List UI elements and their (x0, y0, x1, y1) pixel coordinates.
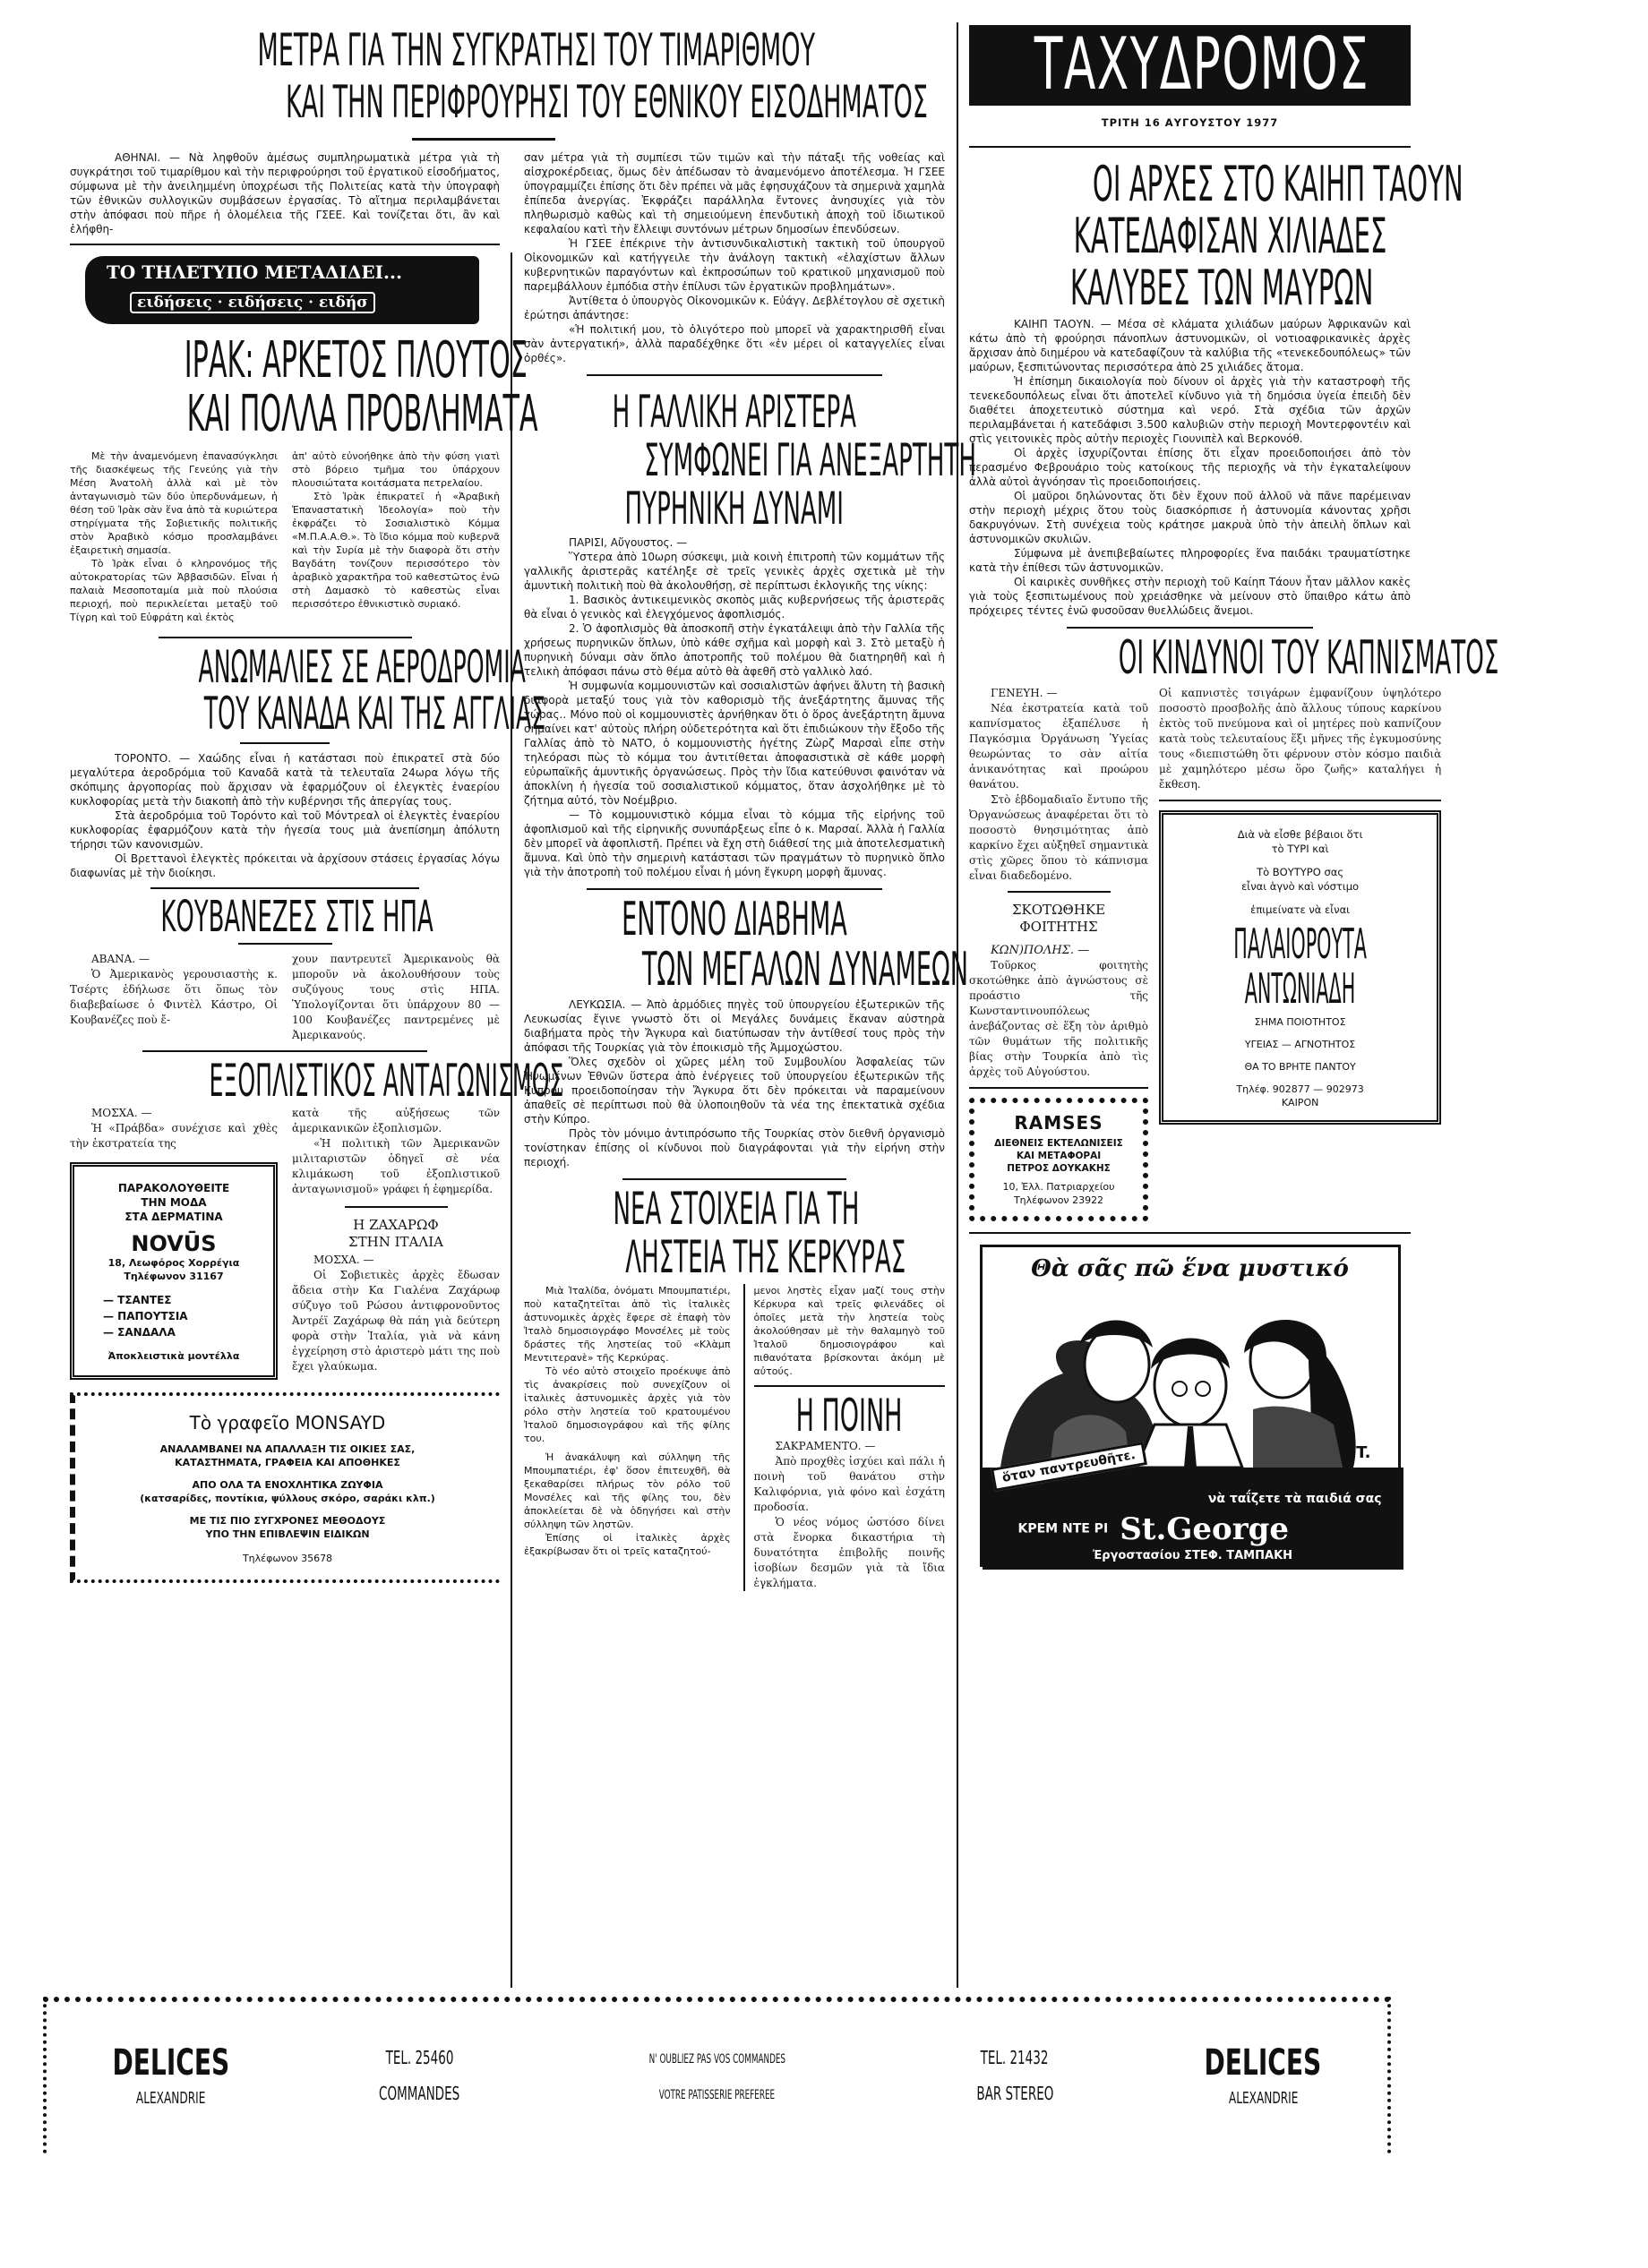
headline-penalty-text: Η ΠΟΙΝΗ (795, 1390, 903, 1442)
headline-france-line2 (524, 434, 976, 486)
cheese-line6: ΣΗΜΑ ΠΟΙΟΤΗΤΟΣ (1254, 1016, 1346, 1028)
corfu-col1-p1: Μιὰ Ἰταλίδα, ὀνόματι Μπουμπατιέρι, ποὺ καταζητεῖται ἀπὸ τὶς ἰταλικὲς ἀστυνομικὲς ἀρχὲς ἔφερε σὲ ἐπαφὴ τὸν Ἰταλὸ δημοσιογράφο Μονσέλες μὲ τοὺς δράστες τῆς ληστείας τοῦ «Κλὰμπ Μεντιτερανὲ» τῆς Κερκύρας. (524, 1285, 731, 1364)
capetown-p2: Ἡ ἐπίσημη δικαιολογία ποὺ δίνουν οἱ ἀρχὲς γιὰ τὴν καταστροφὴ τῆς τενεκεδουπόλεως εἶναι ὅτι ἀποτελεῖ κίνδυνο γιὰ τὴ δημόσια ὑγεία ἐπειδὴ δὲν διαθέτει ἀποχετευτικὸ σύστημα καὶ νερό. Στὰ σχέδια τῶν ἀρχῶν περιλαμβάνεται ἡ κατεδάφισι 3.500 καλυβιῶν στὴν περιοχὴ Μοντερφοντέιν καὶ στὶς γειτονικὲς πρὸς αὐτὴν περιοχὲς Γιουνιπὲλ καὶ Βερκονόθ. (969, 375, 1411, 445)
headline-canada-line2 (70, 688, 546, 740)
novus-item: — ΣΑΝΔΑΛΑ (103, 1326, 176, 1339)
france-p1: Ὕστερα ἀπὸ 10ωρη σύσκεψι, μιὰ κοινὴ ἐπιτροπὴ τῶν κομμάτων τῆς γαλλικῆς ἀριστερᾶς κατέληξε σὲ τρεῖς γενικὲς ἀρχὲς σχετικὰ μὲ τὴν ἀμυντικὴ πολιτικὴ ποὺ θὰ ἀκολουθήσῃ, σὲ περίπτωσι ἐκλογικῆς της νίκης: (524, 551, 945, 592)
column-divider (511, 252, 512, 1988)
smoking-col2: Οἱ καπνιστὲς τσιγάρων ἐμφανίζουν ὑψηλότερο ποσοστὸ προσβολῆς ἀπὸ ἄλλους τύπους καρκίνου ἐκτὸς τοῦ πνεύμονα καὶ οἱ μητέρες ποὺ καπνίζουν κατὰ τοὺς τελευταίους ἕξι μῆνες τῆς ἐγκυμοσύνης τους «διεπιστώθη ὅτι φέρνουν στὸν κόσμο παιδιὰ μὲ χαμηλότερο μέσω ὅρο ζωῆς» καταλήγει ἡ ἔκθεση. (1159, 687, 1442, 791)
canada-p1: ΤΟΡΟΝΤΟ. — Χαώδης εἶναι ἡ κατάστασι ποὺ ἐπικρατεῖ στὰ δύο μεγαλύτερα ἀεροδρόμια τοῦ Καναδᾶ κατὰ τὰ τελευταῖα 24ωρα λόγω τῆς σκόπιμης ἀργοπορίας ποὺ ἄρχισαν νὰ ἐφαρμόζουν οἱ ἐλεγκτὲς ἐναερίου κυκλοφορίας μετὰ τὴν διακοπὴ ἀπὸ τὴν κυβέρνησι τῆς ἀπεργίας τους. (70, 752, 500, 808)
headline-france-line2-text: ΣΥΜΦΩΝΕΙ ΓΙΑ ΑΝΕΞΑΡΤΗΤΗ (644, 434, 976, 486)
headline-arms (70, 1055, 564, 1107)
headline-capetown-line3 (969, 260, 1411, 317)
delices-slogan-1: N' OUBLIEZ PAS VOS COMMANDES (648, 2051, 785, 2067)
delices-commandes: COMMANDES (378, 2082, 460, 2104)
novus-phone: Τηλέφωνον 31167 (124, 1271, 224, 1282)
divider (587, 888, 882, 890)
novus-item: — ΠΑΠΟΥΤΣΙΑ (103, 1310, 188, 1322)
cheese-line4: εἶναι ἁγνὸ καὶ νόστιμο (1241, 880, 1360, 893)
delices-block-tel-right (930, 2046, 1100, 2108)
divider (969, 1087, 1148, 1089)
headline-canada-line1-text: ΑΝΩΜΑΛΙΕΣ ΣΕ ΑΕΡΟΔΡΟΜΙΑ (198, 641, 526, 693)
zakharov-body: Οἱ Σοβιετικὲς ἀρχὲς ἔδωσαν ἄδεια στὴν Κα Γιαλένα Ζαχάρωφ σύζυγο τοῦ Ρώσου ἀντιφρονοῦντος Ἀντρέϊ Ζαχάρωφ θὰ πάη γιὰ δεύτερη φορὰ στὴν Ἰταλία, γιὰ νὰ κάνη ἐγχείρηση στὸ ἀριστερὸ μάτι της ποὺ ἔχει γλαύκωμα. (292, 1269, 500, 1373)
iraq-col2-wrap (292, 449, 500, 624)
ramses-line3: ΠΕΤΡΟΣ ΔΟΥΚΑΚΗΣ (1007, 1163, 1111, 1174)
divider (754, 1385, 945, 1387)
delices-tel-right: TEL. 21432 (980, 2046, 1049, 2068)
france-dateline: ΠΑΡΙΣΙ, Αὔγουστος. — (569, 536, 688, 549)
divider (150, 887, 419, 889)
prices-col2-p3: Ἀντίθετα ὁ ὑπουργὸς Οἰκονομικῶν κ. Εὐάγγ. Δεβλέτογλου σὲ σχετικὴ ἐρώτησι ἀπάντησε: (524, 295, 945, 321)
iraq-col1-p2: Τὸ Ἰρὰκ εἶναι ὁ κληρονόμος τῆς αὐτοκρατορίας τῶν Ἀββασιδῶν. Εἶναι ἡ παλαιὰ Μεσοποταμία μιὰ ποὺ πλούσια περιοχή, ποὺ περικλείεται μεταξὺ τοῦ Τίγρη καὶ τοῦ Εὐφράτη καὶ ἐκτὸς (70, 558, 278, 623)
headline-canada-line2-text: ΤΟΥ ΚΑΝΑΔΑ ΚΑΙ ΤΗΣ ΑΓΓΛΙΑΣ (203, 688, 546, 740)
divider (412, 138, 555, 141)
prices-col2-p1: σαν μέτρα γιὰ τὴ συμπίεσι τῶν τιμῶν καὶ τὴν πάταξι τῆς νοθείας καὶ αἰσχροκέρδειας, ὅμως δὲν ἀπέδωσαν τὸ ἀναμενόμενο ἀποτέλεσμα. Ἡ ΓΣΕΕ ὑπογραμμίζει ἐπίσης ὅτι δὲν πρέπει νὰ μᾶς ἐφησυχάζουν τὰ σημερινὰ χαμηλὰ ἐπίπεδα ἀνεργίας. Ἐκφράζει παράλληλα ἔντονες ἀνησυχίες γιὰ τὸν πληθωρισμὸ καθὼς καὶ τὴ σημειούμενη ἐπενδυτικὴ ἀποχὴ τοῦ ἰδιωτικοῦ κεφαλαίου κατὶ τὴν ἔλλειψι συντόνων μέτρων δημοσίων ἐπενδύσεων. (524, 151, 945, 235)
headline-powers-line1-text: ΕΝΤΟΝΟ ΔΙΑΒΗΜΑ (622, 893, 847, 946)
corfu-col1-p2: Τὸ νέο αὐτὸ στοιχεῖο προέκυψε ἀπὸ τὶς ἀνακρίσεις ποὺ συνεχίζουν οἱ ἰταλικὲς ἀστυνομικὲς ἀρχὲς γιὰ τὸν ρόλο στὴν ληστεία τοῦ κρατουμένου Ἰταλοῦ δημοσιογράφου καὶ τῆς φίλης του. (524, 1365, 731, 1444)
corfu-columns (524, 1284, 945, 1591)
smoking-col1-p2: Στὸ ἑβδομαδιαῖο ἔντυπο τῆς Ὀργανώσεως ἀναφέρεται ὅτι τὸ ποσοστὸ θνησιμότητας ἀπὸ καρκίνο ἔχει αὐξηθεῖ σημαντικὰ στὶς χῶρες ὅπου τὸ κάπνισμα εἶναι διαδεδομένο. (969, 793, 1148, 882)
cheese-brand-1-wrap (1167, 922, 1433, 967)
headline-powers-line2 (524, 943, 969, 997)
novus-item: — ΤΣΑΝΤΕΣ (103, 1294, 172, 1306)
headline-powers-line2-text: ΤΩΝ ΜΕΓΑΛΩΝ ΔΥΝΑΜΕΩΝ (641, 943, 969, 997)
ad-delices (43, 1997, 1391, 2153)
stgeorge-prefix: ΚΡΕΜ ΝΤΕ ΡΙ (1017, 1521, 1109, 1536)
arms-col1-wrap (70, 1106, 278, 1380)
illustration-figures (983, 1288, 1403, 1468)
masthead-title-wrap (969, 22, 1411, 106)
headline-smoking (969, 631, 1499, 686)
smoking-col2-wrap (1159, 686, 1441, 1221)
iraq-col2: ἀπ' αὐτὸ εὐνοήθηκε ἀπὸ τὴν φύση γιατὶ στὸ βόρειο τμῆμα του ὑπάρχουν πλουσιώτατα κοιτάσματα πετρελαίου. (292, 450, 500, 489)
france-p4: Ἡ συμφωνία κομμουνιστῶν καὶ σοσιαλιστῶν ἀφήνει ἄλυτη τὴ βασικὴ διαφορὰ μεταξύ τους γιὰ τὸν καθορισμὸ τῆς ἀνεξάρτητης ἄμυνας τῆς χώρας.. Μόνο ποὺ οἱ κομμουνιστὲς ἀρνήθηκαν ὅτι ὁ ὅρος ἀνεξάρτητη ἄμυνα σημαίνει κατ' αὐτοὺς πλήρη οὐδετερότητα καὶ ὅτι ἐπιδιώκουν τὴν ἔξοδο τῆς Γαλλίας ἀπὸ τὸ ΝΑΤΟ, ὁ κομμουνιστὴς ἡγέτης Ζὼρζ Μαρσαὶ εἶπε στὴν τηλεόρασι πὼς τὸ κόμμα του ἀντιτίθεται ἀποφασιστικὰ σὲ κάθε μορφὴ εὐρωπαϊκῆς ἀμυντικῆς ὀργανώσεως. Πρὸς τὴν ἴδια κατεύθυνσι φαινόταν νὰ ἀποκλίνη ἡ ἡγεσία τοῦ σοσιαλιστικοῦ κόμματος, ὅταν ἀσχολήθηκε μὲ τὸ ζήτημα αὐτό, τὸν Νοέμβριο. (524, 680, 945, 807)
stgeorge-line1: νὰ ταΐζετε τὰ παιδιά σας (1207, 1492, 1382, 1506)
arms-col2-p2: «Ἡ πολιτικὴ τῶν Ἀμερικανῶν μιλιταριστῶν ὁδηγεῖ σὲ νέα κλιμάκωση τοῦ ἐξοπλιστικοῦ ἀνταγωνισμοῦ» γράφει ἡ ἐφημερίδα. (292, 1137, 500, 1195)
corfu-col1-p4: Ἐπίσης οἱ ἰταλικὲς ἀρχὲς ἐξακρίβωσαν ὅτι οἱ τρεῖς καταζητού- (524, 1532, 731, 1557)
monsayd-line2: ΚΑΤΑΣΤΗΜΑΤΑ, ΓΡΑΦΕΙΑ ΚΑΙ ΑΠΟΘΗΚΕΣ (175, 1457, 400, 1468)
headline-prices-line1 (72, 24, 949, 77)
divider (1159, 800, 1441, 801)
novus-line3: ΣΤΑ ΔΕΡΜΑΤΙΝΑ (124, 1211, 223, 1223)
powers-p1: ΛΕΥΚΩΣΙΑ. — Ἀπὸ ἁρμόδιες πηγὲς τοῦ ὑπουργείου ἐξωτερικῶν τῆς Λευκωσίας ἔγινε γνωστὸ ὅτι οἱ Μεγάλες δυνάμεις ἔκαναν αὐστηρὰ διαβήματα πρὸς τὴν Ἄγκυρα καὶ διατύπωσαν τὴν ἀντίθεσί τους πρὸς τὴν ἀπόφασι τῆς Τουρκίας γιὰ τὸν ἐποικισμὸ τῆς Ἀμμοχώστου. (524, 998, 945, 1054)
cheese-line1: Διὰ νὰ εἶσθε βέβαιοι ὅτι (1237, 828, 1363, 841)
novus-address: 18, Λεωφόρος Χορρέγια (107, 1257, 240, 1269)
novus-line2: ΤΗΝ ΜΟΔΑ (141, 1196, 207, 1209)
headline-capetown-line1 (969, 156, 1463, 212)
arms-col2-wrap (292, 1106, 500, 1380)
ad-ramses (969, 1098, 1148, 1221)
headline-zakharov-line2: ΣΤΗΝ ΙΤΑΛΙΑ (348, 1234, 443, 1250)
delices-slogan-2: VOTRE PATISSERIE PREFEREE (658, 2087, 776, 2102)
stgeorge-factory: Ἐργοστασίου ΣΤΕΦ. ΤΑΜΠΑΚΗ (1092, 1549, 1293, 1562)
novus-brand: NOVŪS (131, 1231, 217, 1256)
delices-city-left: ALEXANDRIE (135, 2088, 206, 2108)
ramses-address: 10, Ἐλλ. Πατριαρχείου (1002, 1181, 1115, 1193)
headline-smoking-text: ΟΙ ΚΙΝΔΥΝΟΙ ΤΟΥ ΚΑΠΝΙΣΜΑΤΟΣ (1118, 631, 1499, 685)
arms-col1: Ἡ «Πράβδα» συνέχισε καὶ χθὲς τὴν ἐκστρατεία της (70, 1122, 278, 1150)
canada-p2: Στὰ ἀεροδρόμια τοῦ Τορόντο καὶ τοῦ Μόντρεαλ οἱ ἐλεγκτὲς ἐναερίου κυκλοφορίας ἐφαρμόζουν κατὰ τὴν ἡγεσία τους μιὰ ἀνεπίσημη ἀπόλυτη τήρησι τῶν κανονισμῶν. (70, 809, 500, 851)
headline-penalty (754, 1390, 945, 1442)
delices-block-tel-left (334, 2046, 504, 2108)
delices-block-left (86, 2041, 256, 2112)
teletype-banner (85, 256, 479, 324)
headline-student-line1: ΣΚΟΤΩΘΗΚΕ (1011, 902, 1106, 918)
monsayd-phone: Τηλέφωνον 35678 (242, 1553, 333, 1564)
headline-corfu-line2-text: ΛΗΣΤΕΙΑ ΤΗΣ ΚΕΡΚΥΡΑΣ (625, 1231, 906, 1283)
divider (1008, 891, 1111, 893)
iraq-col1-wrap (70, 449, 278, 624)
headline-france-line3-text: ΠΥΡΗΝΙΚΗ ΔΥΝΑΜΙ (624, 483, 845, 535)
monsayd-line5: ΜΕ ΤΙΣ ΠΙΟ ΣΥΓΧΡΟΝΕΣ ΜΕΘΟΔΟΥΣ (189, 1515, 386, 1527)
cheese-line2: τὸ ΤΥΡΙ καὶ (1271, 843, 1329, 855)
prices-col1: ΑΘΗΝΑΙ. — Νὰ ληφθοῦν ἀμέσως συμπληρωματικὰ μέτρα γιὰ τὴ συγκράτησι τοῦ τιμαρίθμου καὶ τὴν περιφρούρησι τοῦ ἐργατικοῦ εἰσοδήματος, σύμφωνα μὲ τὴν ἀνειλημμένη ὑποχρέωσι τῆς Πολιτείας κατὰ τὴν ὑπογραφὴ τῶν ἐθνικῶν συλλογικῶν συμβάσεων ἐργασίας. Τὸ αἴτημα περιλαμβάνεται στὴν ἀπόφασι ποὺ πῆρε ἡ ὁλομέλεια τῆς ΓΣΕΕ. Καὶ τονίζεται ὅτι, ἂν καὶ ἐλήφθη- (70, 151, 500, 235)
delices-brand-left: DELICES (112, 2041, 230, 2084)
monsayd-title: Τὸ γραφεῖο MONSAYD (189, 1412, 386, 1434)
headline-capetown-line3-text: ΚΑΛΥΒΕΣ ΤΩΝ ΜΑΥΡΩΝ (1069, 260, 1374, 316)
delices-bar: BAR STEREO (975, 2082, 1053, 2104)
cuba-col2-wrap (292, 952, 500, 1043)
divider (159, 637, 412, 638)
ad-monsayd (70, 1392, 500, 1583)
headline-corfu-line1-text: ΝΕΑ ΣΤΟΙΧΕΙΑ ΓΙΑ ΤΗ (613, 1183, 860, 1235)
capetown-p3: Οἱ ἀρχὲς ἰσχυρίζονται ἐπίσης ὅτι εἶχαν προειδοποιήσει ἀπὸ τὸν περασμένο Φεβρουάριο τοὺς κατοίκους τῆς περιοχῆς νὰ τὴν ἐγκαταλείψουν ἀλλὰ αὐτοὶ ἀγνόησαν τὶς προειδοποιήσεις. (969, 447, 1411, 488)
cheese-line8: ΘΑ ΤΟ ΒΡΗΤΕ ΠΑΝΤΟΥ (1244, 1061, 1356, 1073)
headline-france-line1 (524, 386, 945, 438)
right-column-flow (969, 156, 1499, 1567)
iraq-col1: Μὲ τὴν ἀναμενόμενη ἐπανασύγκλησι τῆς διασκέψεως τῆς Γενεύης γιὰ τὴν Μέση Ἀνατολὴ ἀλλὰ καὶ μὲ τὸν ἀνταγωνισμὸ τῶν δύο ὑπερδυνάμεων, ἡ θέση τοῦ Ἰρὰκ σὰν ἕνα ἀπὸ τὰ κυριώτερα στηρίγματα τῆς Σοβιετικῆς πολιτικῆς στὸν Ἀραβικὸ κόσμο προσλαμβάνει ἐξαιρετικὴ σημασία. (70, 450, 278, 556)
powers-p3: Πρὸς τὸν μόνιμο ἀντιπρόσωπο τῆς Τουρκίας στὸν διεθνῆ ὀργανισμὸ τονίστηκαν ἐπίσης οἱ κίνδυνοι ποὺ διαγράφονται γιὰ τὴν εἰρήνη στὴν περιοχή. (524, 1127, 945, 1168)
divider (622, 1178, 846, 1180)
penalty-p2: Ὁ νέος νόμος ὡστόσο δίνει στὰ ἔνορκα δικαστήρια τὴ δυνατότητα ἐπιβολῆς ποινῆς ἰσοβίων δεσμῶν γιὰ τὰ ἴδια ἐγκλήματα. (753, 1516, 945, 1589)
corfu-col1-wrap (524, 1284, 731, 1591)
divider (587, 374, 882, 376)
cheese-city: ΚΑΙΡΟΝ (1281, 1097, 1319, 1108)
divider (1067, 627, 1313, 629)
capetown-p6: Οἱ καιρικὲς συνθῆκες στὴν περιοχὴ τοῦ Καίηπ Τάουν ἦταν μᾶλλον κακὲς γιὰ τοὺς ξεσπιτωμένους ποὺ χρειάσθηκε νὰ μείνουν στὸ ὕπαιθρο κάτω ἀπὸ πρόχειρες τέντες ἐνῶ φυσοῦσαν θυελλώδεις ἄνεμοι. (969, 576, 1411, 617)
cheese-brand-2-wrap (1167, 964, 1433, 1013)
cheese-line5: ἐπιμείνατε νὰ εἶναι (1250, 903, 1351, 916)
stgeorge-brand: St.George (1120, 1511, 1290, 1547)
novus-line1: ΠΑΡΑΚΟΛΟΥΘΕΙΤΕ (117, 1182, 230, 1194)
smoking-col1-p1: Νέα ἐκστρατεία κατὰ τοῦ καπνίσματος ἐξαπέλυσε ἡ Παγκόσμια Ὀργάνωση Ὑγείας θεωρώντας το σὰν αἰτία ἀνικανότητας καὶ προώρου θανάτου. (969, 702, 1148, 791)
ramses-phone: Τηλέφωνον 23922 (1013, 1194, 1104, 1206)
headline-powers-line1 (524, 895, 945, 946)
teletype-line2: ειδήσεις · ειδήσεις · ειδήσ (130, 292, 375, 313)
delices-brand-right: DELICES (1204, 2041, 1322, 2084)
arms-columns (70, 1106, 500, 1380)
headline-corfu-line2 (524, 1231, 945, 1284)
headline-canada-line1 (70, 641, 526, 693)
divider (70, 244, 500, 245)
headline-cuba-text: ΚΟΥΒΑΝΕΖΕΣ ΣΤΙΣ ΗΠΑ (160, 892, 433, 942)
powers-p2: Ὅλες σχεδὸν οἱ χῶρες μέλη τοῦ Συμβουλίου Ἀσφαλείας τῶν Ἡνωμένων Ἐθνῶν ὕστερα ἀπὸ ἐνέργειες τοῦ ὑπουργείου ἐξωτερικῶν τῆς Κύπρου προειδοποίησαν τὴν Ἄγκυρα ὅτι δὲν πρόκειται νὰ παραμείνουν ἀπαθεῖς σὲ περίπτωσι ποὺ θὰ ὑλοποιηθοῦν τὰ νέα της ἐπεκτατικὰ σχέδια στὴν Κύπρο. (524, 1056, 945, 1125)
monsayd-line4: (κατσαρίδες, ποντίκια, ψύλλους σκόρο, σαράκι κλπ.) (140, 1493, 435, 1504)
delices-block-slogan (582, 2051, 851, 2105)
france-p5: — Τὸ κομμουνιστικὸ κόμμα εἶναι τὸ κόμμα τῆς εἰρήνης τοῦ ἀφοπλισμοῦ καὶ τῆς εἰρηνικῆς συνυπάρξεως εἶπε ὁ κ. Μαρσαί. Ἀλλὰ ἡ Γαλλία δὲν μπορεῖ νὰ ἀφοπλιστῆ. Πρέπει νὰ ἔχη στὴ διάθεσί της μιὰ ἀποτελεσματικὴ ἄμυνα. Καὶ ὑπὸ τὴν σημερινὴ κατάστασι τῶν πραγμάτων τὸ πυρηνικὸ ὅπλο γιὰ τὴν ἀποτροπὴ τοῦ πολέμου εἶναι ἡ μόνη ἔγκυρη μορφὴ ἄμυνας. (524, 809, 945, 878)
headline-iraq-line2-text: ΚΑΙ ΠΟΛΛΑ ΠΡΟΒΛΗΜΑΤΑ (186, 385, 538, 443)
arms-col2-p1: κατὰ τῆς αὐξήσεως τῶν ἀμερικανικῶν ἐξοπλισμῶν. (292, 1107, 500, 1134)
novus-tagline: Ἀποκλειστικὰ μοντέλλα (107, 1350, 240, 1362)
divider (969, 146, 1411, 148)
corfu-col1-p3: Ἡ ἀνακάλυψη καὶ σύλληψη τῆς Μπουμπατιέρι, ἐφ' ὅσον ἐπιτευχθῆ, θὰ ξεκαθαρίσει πλήρως τὸν ρόλο τοῦ Μονσέλες καὶ τῆς φίλης του, δὲν ἀποκλείεται δὲ νὰ ὁδηγήσει καὶ στὴν σύλληψη τῶν ληστῶν. (524, 1451, 731, 1530)
cheese-phone: Τηλέφ. 902877 — 902973 (1236, 1083, 1364, 1095)
novus-items (80, 1292, 268, 1340)
headline-zakharov-line1: Η ΖΑΧΑΡΩΦ (353, 1217, 439, 1233)
cuba-col2: χουν παντρευτεῖ Ἀμερικανοὺς θὰ μποροῦν νὰ ἀκολουθήσουν τοὺς συζύγους τους στὶς ΗΠΑ. Ὑπολογίζονται ὅτι ὑπάρχουν 80 — 100 Κουβανέζες παντρεμένες μὲ Ἀμερικανούς. (292, 953, 500, 1041)
ramses-line1: ΔΙΕΘΝΕΙΣ ΕΚΤΕΛΩΝΙΣΕΙΣ (994, 1138, 1123, 1149)
delices-tel-left: TEL. 25460 (385, 2046, 453, 2068)
capetown-p5: Σύμφωνα μὲ ἀνεπιβεβαίωτες πληροφορίες ἕνα παιδάκι τραυματίστηκε κατὰ τὴν ἐπίθεσι τῶν ἀστυνομικῶν. (969, 547, 1411, 574)
headline-arms-text: ΕΞΟΠΛΙΣΤΙΚΟΣ ΑΝΤΑΓΩΝΙΣΜΟΣ (209, 1055, 564, 1107)
headline-iraq-line1-text: ΙΡΑΚ: ΑΡΚΕΤΟΣ ΠΛΟΥΤΟΣ (184, 331, 528, 389)
ad-stgeorge (980, 1245, 1401, 1567)
zakharov-dateline: ΜΟΣΧΑ. — (313, 1254, 374, 1266)
teletype-line1: ΤΟ ΤΗΛΕΤΥΠΟ ΜΕΤΑΔΙΔΕΙ... (107, 261, 402, 283)
headline-france-line3 (524, 485, 945, 535)
column-divider (957, 22, 958, 1988)
headline-iraq-line1 (70, 331, 528, 389)
divider (142, 1050, 427, 1052)
headline-prices-line2-text: ΚΑΙ ΤΗΝ ΠΕΡΙΦΡΟΥΡΗΣΙ ΤΟΥ ΕΘΝΙΚΟΥ ΕΙΣΟΔΗΜΑΤΟΣ (285, 76, 928, 128)
middle-column-flow (524, 386, 976, 1591)
prices-col2-p4: «Ἡ πολιτική μου, τὸ ὀλιγότερο ποὺ μπορεῖ νὰ χαρακτηρισθῆ εἶναι σὰν ἀντεργατική», ἀλλὰ παραδέχθηκε ὅτι «ἐν μέρει οἱ καταγγελίες εἶναι ὀρθές». (524, 323, 945, 364)
divider (969, 1232, 1411, 1234)
stgeorge-script-title: Θὰ σᾶς πῶ ἕνα μυστικό (1031, 1255, 1349, 1282)
headline-prices-line1-text: ΜΕΤΡΑ ΓΙΑ ΤΗΝ ΣΥΓΚΡΑΤΗΣΙ ΤΟΥ ΤΙΜΑΡΙΘΜΟΥ (257, 24, 815, 76)
monsayd-line6: ΥΠΟ ΤΗΝ ΕΠΙΒΛΕΨΙΝ ΕΙΔΙΚΩΝ (205, 1528, 370, 1540)
penalty-dateline: ΣΑΚΡΑΜΕΝΤΟ. — (775, 1440, 876, 1452)
stgeorge-tag: ὅταν παντρευθῆτε. (991, 1442, 1147, 1492)
headline-capetown-line2 (969, 208, 1411, 264)
arms-dateline: ΜΟΣΧΑ. — (91, 1107, 152, 1119)
headline-capetown-line2-text: ΚΑΤΕΔΑΦΙΣΑΝ ΧΙΛΙΑΔΕΣ (1073, 208, 1387, 264)
monsayd-line1: ΑΝΑΛΑΜΒΑΝΕΙ ΝΑ ΑΠΑΛΛΑΞΗ ΤΙΣ ΟΙΚΙΕΣ ΣΑΣ, (159, 1443, 416, 1455)
cheese-line3: Τὸ ΒΟΥΤΥΡΟ σας (1257, 866, 1344, 878)
cheese-brand-2: ΑΝΤΩΝΙΑΔΗ (1244, 964, 1356, 1013)
cuba-col1-wrap (70, 952, 278, 1043)
headline-iraq-line2 (70, 385, 538, 444)
cheese-brand-1: ΠΑΛΑΙΟΡΟΥΤΑ (1233, 920, 1367, 968)
prices-col2-p2: Ἡ ΓΣΕΕ ἐπέκρινε τὴν ἀντισυνδικαλιστικὴ τακτικὴ τοῦ ὑπουργοῦ Οἰκονομικῶν καὶ κατήγγειλε τὴν ἀνάλογη τακτικὴ «ἐλαχίστων ἄλλων κυβερνητικῶν παραγόντων καὶ ἐκπροσώπων τοῦ κρατικοῦ μηχανισμοῦ ποὺ παρεμβάλλουν ἐμπόδια στὴν ἐπίλυσι τῶν ἐργατικῶν προβλημάτων». (524, 237, 945, 293)
canada-p3: Οἱ Βρεττανοὶ ἐλεγκτὲς πρόκειται νὰ ἀρχίσουν στάσεις ἐργασίας λόγω διαφωνίας μὲ τὴν διοίκησι. (70, 852, 500, 879)
divider (238, 943, 332, 945)
delices-city-right: ALEXANDRIE (1228, 2088, 1298, 2108)
delices-block-right (1178, 2041, 1348, 2112)
ramses-brand: RAMSES (1014, 1112, 1103, 1134)
left-column-flow (70, 331, 564, 1583)
corfu-col2-wrap (743, 1284, 945, 1591)
divider (345, 1206, 448, 1208)
monsayd-line3: ΑΠΟ ΟΛΑ ΤΑ ΕΝΟΧΛΗΤΙΚΑ ΖΩΥΦΙΑ (192, 1479, 383, 1491)
cuba-col1: Ὁ Ἀμερικανὸς γερουσιαστὴς κ. Τσέρτς ἐδήλωσε ὅτι ὅπως τὸν διαβεβαίωσε ὁ Φιντὲλ Κάστρο, Οἱ Κουβανέζες ποὺ ἔ- (70, 968, 278, 1026)
cuba-columns (70, 952, 500, 1043)
iraq-columns (70, 449, 500, 624)
france-p2: 1. Βασικὸς ἀντικειμενικὸς σκοπὸς μιᾶς κυβερνήσεως τῆς ἀριστερᾶς θὰ εἶναι ὁ γενικὸς καὶ ἐλεγχόμενος ἀφοπλισμός. (524, 594, 945, 620)
iraq-col2-p2: Στὸ Ἰρὰκ ἐπικρατεῖ ἡ «Ἀραβικὴ Ἐπαναστατικὴ Ἰδεολογία» ποὺ τὴν ἐκφράζει τὸ Σοσιαλιστικὸ Κόμμα «Μ.Π.Α.Α.Θ.». Τὸ ἴδιο κόμμα ποὺ κυβερνᾶ καὶ τὴν Συρία μὲ τὴν διαφορὰ ὅτι στὴν Βαγδάτη τονίζουν περισσότερο τὸν ἀραβικὸ χαρακτῆρα τοῦ καθεστῶτος ἐνῶ στὴ Δαμασκὸ τὸ καθεστὼς εἶναι περισσότερο ἐθνικιστικὸ συριακό. (292, 491, 500, 610)
headline-corfu-line1 (524, 1185, 945, 1234)
smoking-columns (969, 686, 1442, 1221)
masthead-date: ΤΡΙΤΗ 16 ΑΥΓΟΥΣΤΟΥ 1977 (1101, 116, 1279, 129)
divider (240, 742, 330, 744)
france-p3: 2. Ὁ ἀφοπλισμὸς θὰ ἀποσκοπῆ στὴν ἐγκατάλειψι ἀπὸ τὴν Γαλλία τῆς χρήσεως πυρηνικῶν ὅπλων, ὑπὸ κάθε σχῆμα καὶ μορφὴ καὶ 3. Στὸ μεταξὺ ἡ πυρηνικὴ δύναμι σὰν ὅπλο ἀποτροπῆς τοῦ πολέμου θὰ διατηρηθῆ καὶ ἡ τελικὴ ἀπόφασι πάνω στὸ θέμα αὐτὸ θὰ ἀφεθῆ στὸ γαλλικὸ λαό. (524, 622, 945, 678)
ramses-line2: ΚΑΙ ΜΕΤΑΦΟΡΑΙ (1016, 1151, 1102, 1161)
masthead-title: ΤΑΧΥΔΡΟΜΟΣ (1034, 22, 1370, 106)
capetown-p4: Οἱ μαῦροι δηλώνοντας ὅτι δὲν ἔχουν ποῦ ἀλλοῦ νὰ πᾶνε παρέμειναν στὴν περιοχὴ μέχρις ὅτου τοὺς διασκόρπισε ἡ ἀστυνομία κάνοντας χρῆσι δακρυγόνων. Στὴ συνέχεια τοὺς κράτησε μακρυὰ ὑπὸ τὴν ἀπειλὴ ὅπλων καὶ ἀστυνομικῶν σκυλιῶν. (969, 490, 1411, 545)
smoking-col1-wrap (969, 686, 1148, 1221)
smoking-dateline: ΓΕΝΕΥΗ. — (991, 687, 1058, 699)
headline-prices-line2 (72, 76, 949, 129)
ad-novus (70, 1162, 278, 1380)
capetown-p1: ΚΑΙΗΠ ΤΑΟΥΝ. — Μέσα σὲ κλάματα χιλιάδων μαύρων Ἀφρικανῶν καὶ κάτω ἀπὸ τὴ φρούρησι πάνοπλων ἀστυνομικῶν, οἱ νοτιοαφρικανικὲς ἀρχὲς ἄρχισαν ἀπὸ διημέρου νὰ κατεδαφίζουν τὰ καλύβια τῆς «τενεκεδουπόλεως» τῶν μαύρων, ξεσπιτώνοντας περισσότερα ἀπὸ 25 χιλιάδες ἄτομα. (969, 318, 1411, 373)
prices-col2-block (524, 150, 945, 376)
headline-capetown-line1-text: ΟΙ ΑΡΧΕΣ ΣΤΟ ΚΑΙΗΠ ΤΑΟΥΝ (1092, 156, 1463, 212)
student-dateline: ΚΩΝ)ΠΟΛΗΣ. — (991, 944, 1090, 957)
cheese-line7: ΥΓΕΙΑΣ — ΑΓΝΟΤΗΤΟΣ (1244, 1039, 1356, 1050)
headline-cuba (70, 894, 500, 941)
headline-france-line1-text: Η ΓΑΛΛΙΚΗ ΑΡΙΣΤΕΡΑ (612, 386, 857, 438)
headline-student-line2: ΦΟΙΤΗΤΗΣ (1019, 919, 1098, 935)
cuba-dateline: ΑΒΑΝΑ. — (91, 953, 150, 965)
stgeorge-brand-row (1018, 1511, 1290, 1546)
masthead-banner (969, 22, 1411, 106)
ad-palaiorouta (1159, 810, 1441, 1125)
student-body: Τοῦρκος φοιτητὴς σκοτώθηκε ἀπὸ ἀγνώστους σὲ προάστιο τῆς Κωνσταντινουπόλεως ἀνεβάζοντας σὲ ἕξη τὸν ἀριθμὸ τῶν θυμάτων τῆς πολιτικῆς βίας στὴν Τουρκία ἀπὸ τὶς ἀρχὲς τοῦ Αὐγούστου. (969, 959, 1148, 1078)
corfu-col2: μενοι ληστὲς εἶχαν μαζί τους στὴν Κέρκυρα καὶ τρεῖς φιλενάδες οἱ ὁποῖες μετὰ τὴν ληστεία τοὺς ἀκολούθησαν μὲ τὴν θαλαμηγὸ τοῦ Ἰταλοῦ δημοσιογράφου καὶ πιθανότατα βρίσκονται ἀκόμη μὲ αὐτούς. (753, 1285, 945, 1377)
stgeorge-signature: ST. (1344, 1443, 1371, 1462)
prices-col1-block (70, 150, 500, 236)
penalty-p1: Ἀπὸ προχθὲς ἰσχύει καὶ πάλι ἡ ποινὴ τοῦ θανάτου στὴν Καλιφόρνια, γιὰ φόνο καὶ ἐσχάτη προδοσία. (753, 1455, 945, 1513)
